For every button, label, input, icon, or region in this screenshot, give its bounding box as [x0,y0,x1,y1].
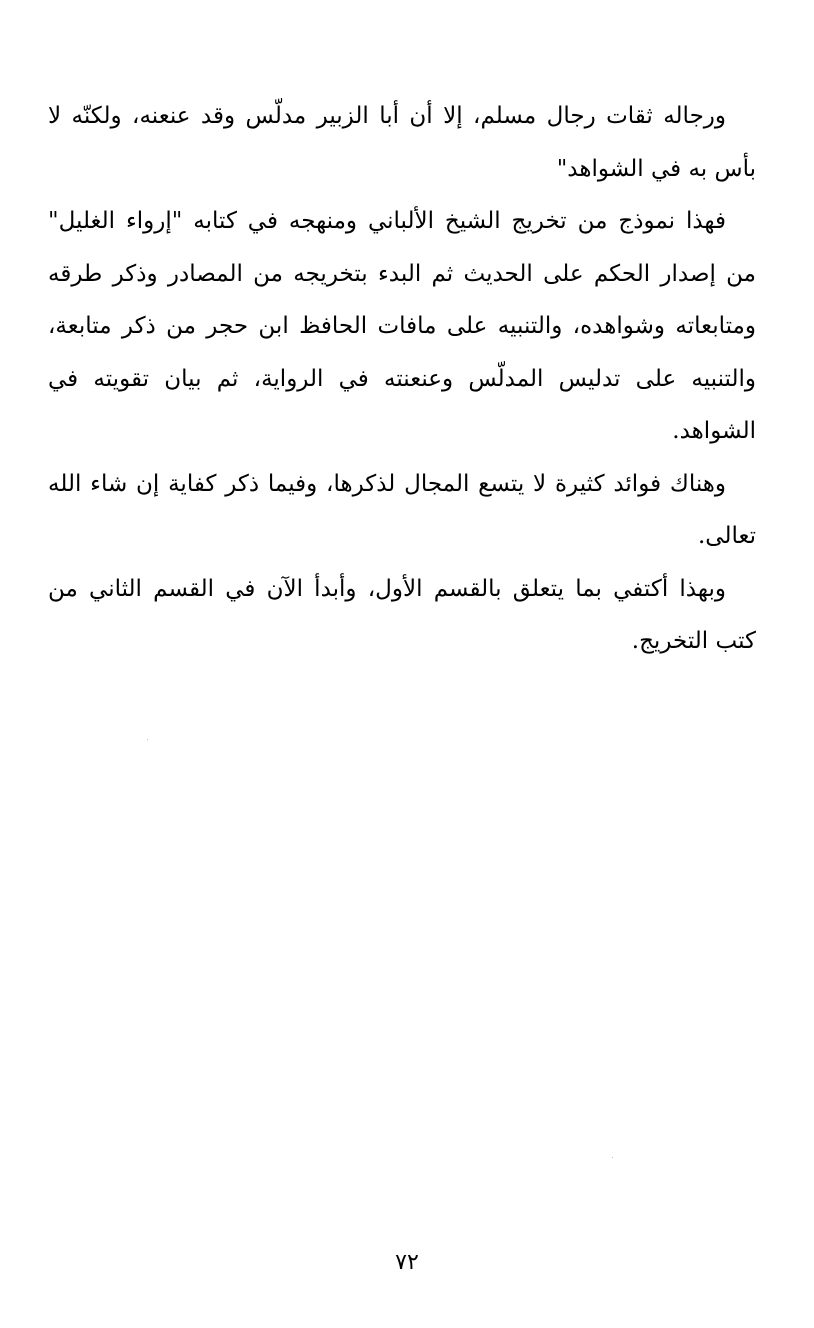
scan-speck [612,1157,613,1158]
paragraph-4: وبهذا أكتفي بما يتعلق بالقسم الأول، وأبدأ الآن في القسم الثاني من كتب التخريج. [48,575,756,654]
page-number: ٧٢ [395,1250,419,1275]
scan-speck [147,739,148,740]
paragraph-2: فهذا نموذج من تخريج الشيخ الألباني ومنهجه في كتابه "إرواء الغليل" من إصدار الحكم على الحديث ثم البدء بتخريجه من المصادر وذكر طرقه ومتابعاته وشواهده، والتنبيه على مافات الحافظ ابن حجر من ذكر متابعة، والتنبيه على تدليس المدلّس وعنعنته في الرواية، ثم بيان تقويته في الشواهد. [48,208,756,444]
paragraph-1: ورجاله ثقات رجال مسلم، إلا أن أبا الزبير مدلّس وقد عنعنه، ولكنّه لا بأس به في الشواهد" [48,103,756,182]
body-text [48,90,756,668]
paragraph-3: وهناك فوائد كثيرة لا يتسع المجال لذكرها، وفيما ذكر كفاية إن شاء الله تعالى. [48,470,756,549]
